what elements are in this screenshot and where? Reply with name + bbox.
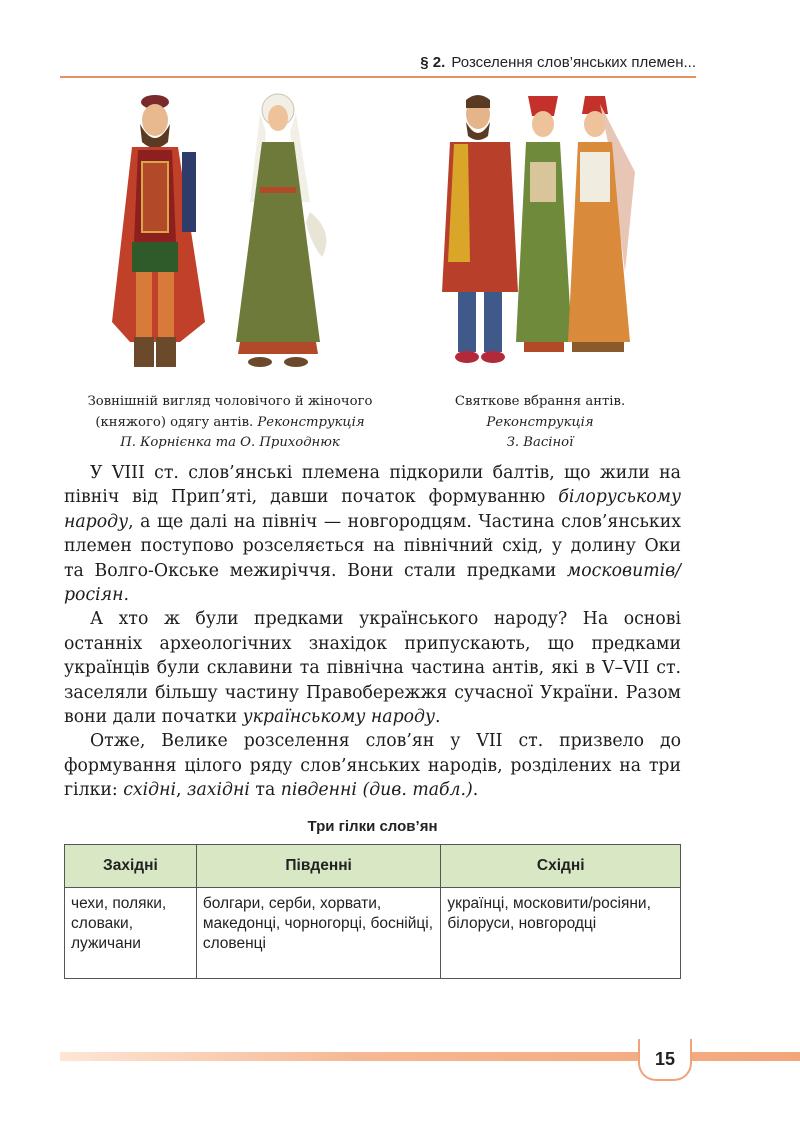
caption-line: [60, 433, 400, 454]
caption-line: [420, 413, 660, 434]
caption-line: [60, 413, 400, 434]
running-header: [60, 54, 696, 71]
table-cell-east: українці, московити/росіяни, білоруси, новгородці: [441, 888, 681, 979]
table-cell-west: чехи, поляки, словаки, лужичани: [65, 888, 197, 979]
woman-figure: [516, 96, 572, 352]
column-header-east: Східні: [441, 845, 681, 888]
body-text: [64, 461, 681, 803]
paragraph: У VIII ст. слов’янські племена підкорили балтів, що жили на північ від Прип’яті, давши початок формуванню білоруському народу, а ще далі на північ — новгородцям. Частина слов’янських племен поступово розселяється на північний схід, у долину Оки та Волго-Окське межиріччя. Вони стали предками московитів/росіян.: [64, 463, 681, 606]
caption-credit: Реконструкція: [486, 414, 594, 430]
table-cell-south: болгари, серби, хорвати, македонці, чорногорці, боснійці, словенці: [196, 888, 441, 979]
figure-festive-clothing-illustration: [440, 92, 640, 377]
section-number: § 2.: [420, 54, 446, 71]
section-title: Розселення слов’янських племен...: [451, 54, 696, 71]
caption-line: Святкове вбрання антів.: [454, 394, 626, 409]
header-rule: [60, 76, 696, 78]
paragraph: Отже, Велике розселення слов’ян у VII ст. призвело до формування цілого ряду слов’янських народів, розділених на три гілки: східні, західні та південні (див. табл.).: [64, 731, 681, 801]
caption-credit: П. Корнієнка та О. Приходнюк: [120, 435, 340, 450]
figure-prince-couple-illustration: [110, 92, 350, 377]
table-row: [65, 888, 681, 979]
woman-figure: [236, 94, 326, 367]
caption-credit: Реконструкція: [257, 414, 365, 430]
man-figure: [112, 95, 205, 367]
caption-credit: З. Васіної: [506, 435, 574, 450]
caption-line: [420, 433, 660, 454]
table-header-row: [65, 845, 681, 888]
man-figure: [442, 95, 518, 363]
column-header-south: Південні: [196, 845, 441, 888]
caption-text: (княжого) одягу антів.: [95, 414, 254, 430]
paragraph: А хто ж були предками українського народу? На основі останніх археологічних знахідок припускають, що предками українців були склавини та північна частина антів, які в V–VII ст. заселяли більшу частину Правобережжя сучасної України. Разом вони дали початки українському народу.: [64, 609, 681, 728]
figure-caption-1: [60, 392, 400, 454]
woman-figure: [568, 96, 635, 352]
table-title: Три гілки слов’ян: [307, 818, 438, 835]
column-header-west: Західні: [65, 845, 197, 888]
figure-caption-2: [420, 392, 660, 454]
caption-line: Зовнішній вигляд чоловічого й жіночого: [87, 394, 373, 409]
slav-branches-table: [64, 844, 681, 979]
page-number: 15: [638, 1039, 692, 1081]
